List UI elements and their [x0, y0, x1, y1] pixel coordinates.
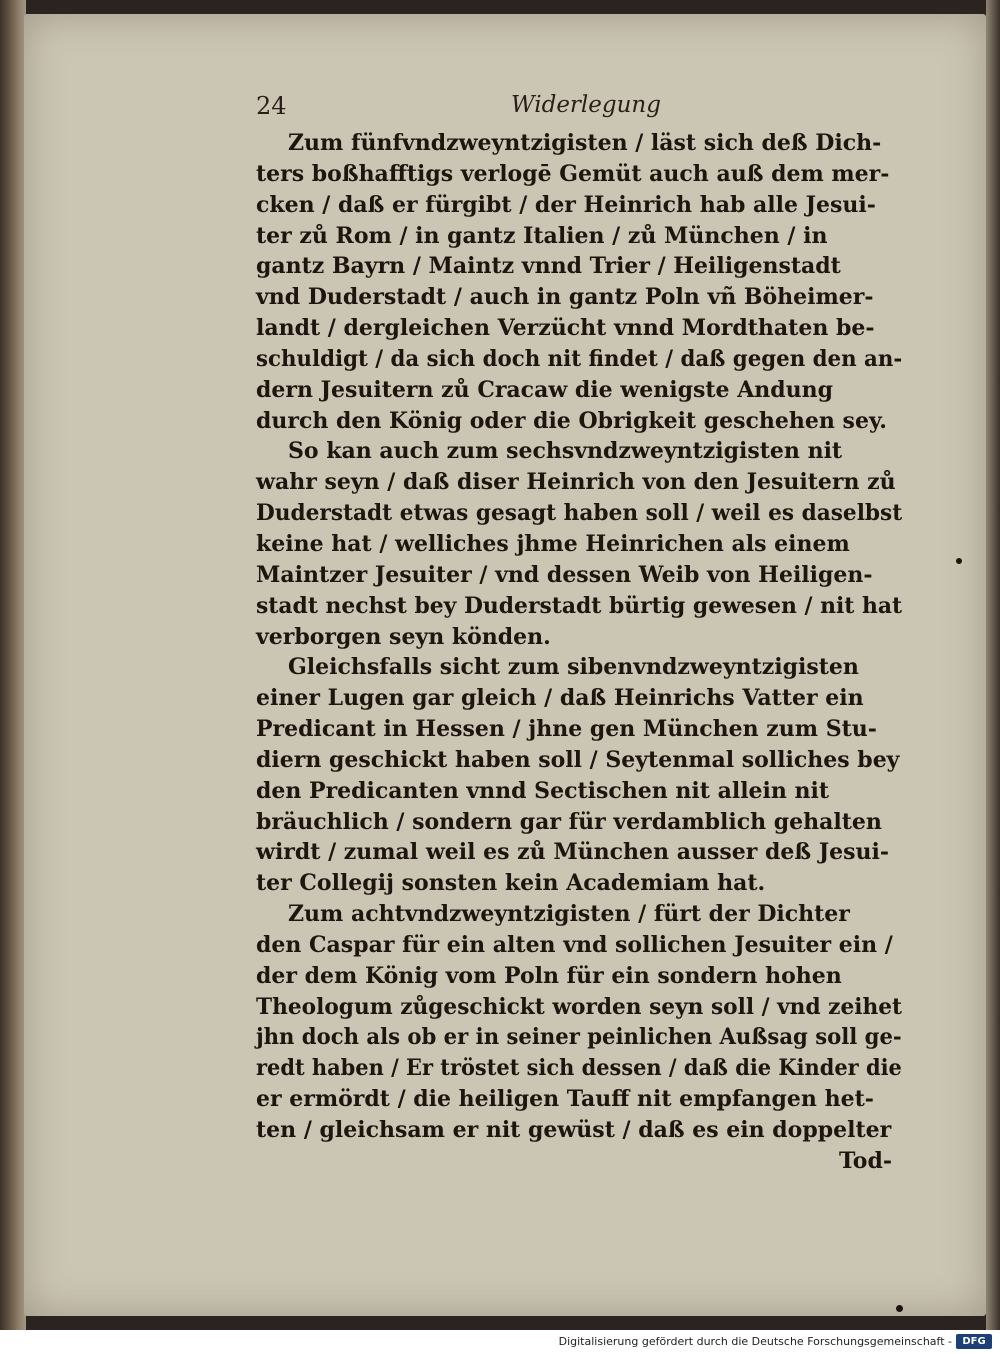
ink-speck: [896, 1305, 903, 1312]
text-line: schuldigt / da sich doch nit findet / daß gegen den an-: [256, 345, 903, 372]
page-header: [256, 92, 896, 128]
text-line: durch den König oder die Obrigkeit geschehen sey.: [256, 407, 887, 434]
text-line: Predicant in Hessen / jhne gen München zum Stu-: [256, 716, 877, 743]
text-line: keine hat / welliches jhme Heinrichen als einem: [256, 530, 850, 557]
footer-bar: [0, 1330, 1000, 1354]
running-head: Widerlegung: [511, 92, 661, 118]
text-line: vnd Duderstadt / auch in gantz Poln vñ Böheimer-: [256, 284, 874, 311]
text-line: der dem König vom Poln für ein sondern hohen: [256, 962, 842, 989]
footer-credit: Digitalisierung gefördert durch die Deutsche Forschungsgemeinschaft -: [558, 1335, 952, 1348]
text-line: Duderstadt etwas gesagt haben soll / weil es daselbst: [256, 500, 903, 527]
text-line: einer Lugen gar gleich / daß Heinrichs Vatter ein: [256, 685, 864, 712]
text-line: stadt nechst bey Duderstadt bürtig gewesen / nit hat: [256, 592, 903, 619]
text-line: redt haben / Er tröstet sich dessen / daß die Kinder die: [256, 1055, 902, 1082]
text-line: ter Collegij sonsten kein Academiam hat.: [256, 870, 766, 897]
text-line: verborgen seyn könden.: [256, 623, 551, 650]
book-binding-edge: [0, 0, 26, 1330]
text-line: wahr seyn / daß diser Heinrich von den Jesuitern zů: [256, 469, 896, 496]
text-line: ter zů Rom / in gantz Italien / zů München / in: [256, 222, 828, 249]
catchword: Tod-: [838, 1147, 892, 1174]
text-line: ten / gleichsam er nit gewüst / daß es ein doppelter: [256, 1117, 892, 1143]
page-edge-shadow: [986, 0, 1000, 1330]
text-line: So kan auch zum sechsvndzweyntzigisten nit: [288, 438, 843, 465]
text-line: dern Jesuitern zů Cracaw die wenigste Andung: [256, 376, 834, 403]
ink-speck: [956, 558, 962, 564]
dfg-logo: DFG: [956, 1334, 992, 1349]
text-line: Theologum zůgeschickt worden seyn soll / vnd zeihet: [256, 993, 903, 1020]
text-line: den Predicanten vnnd Sectischen nit allein nit: [256, 777, 830, 804]
text-line: jhn doch als ob er in seiner peinlichen Außsag soll ge-: [256, 1024, 902, 1051]
page-number: 24: [256, 92, 287, 120]
text-line: cken / daß er fürgibt / der Heinrich hab alle Jesui-: [256, 191, 876, 218]
text-line: ters boßhafftigs verlogē Gemüt auch auß dem mer-: [256, 160, 890, 187]
text-line: diern geschickt haben soll / Seytenmal solliches bey: [256, 746, 900, 773]
text-line: Gleichsfalls sicht zum sibenvndzweyntzigisten: [288, 654, 859, 681]
text-line: Zum achtvndzweyntzigisten / fürt der Dichter: [288, 901, 850, 928]
body-text: [256, 128, 902, 1177]
text-line: Maintzer Jesuiter / vnd dessen Weib von Heiligen-: [256, 561, 873, 588]
text-line: wirdt / zumal weil es zů München ausser deß Jesui-: [256, 839, 890, 866]
text-line: den Caspar für ein alten vnd sollichen Jesuiter ein /: [256, 931, 893, 958]
text-line: landt / dergleichen Verzücht vnnd Mordthaten be-: [256, 315, 875, 342]
text-line: Zum fünfvndzweyntzigisten / läst sich deß Dich-: [288, 130, 882, 156]
text-line: er ermördt / die heiligen Tauff nit empfangen het-: [256, 1086, 874, 1113]
text-line: gantz Bayrn / Maintz vnnd Trier / Heiligenstadt: [256, 253, 841, 280]
text-line: bräuchlich / sondern gar für verdamblich gehalten: [256, 808, 882, 835]
